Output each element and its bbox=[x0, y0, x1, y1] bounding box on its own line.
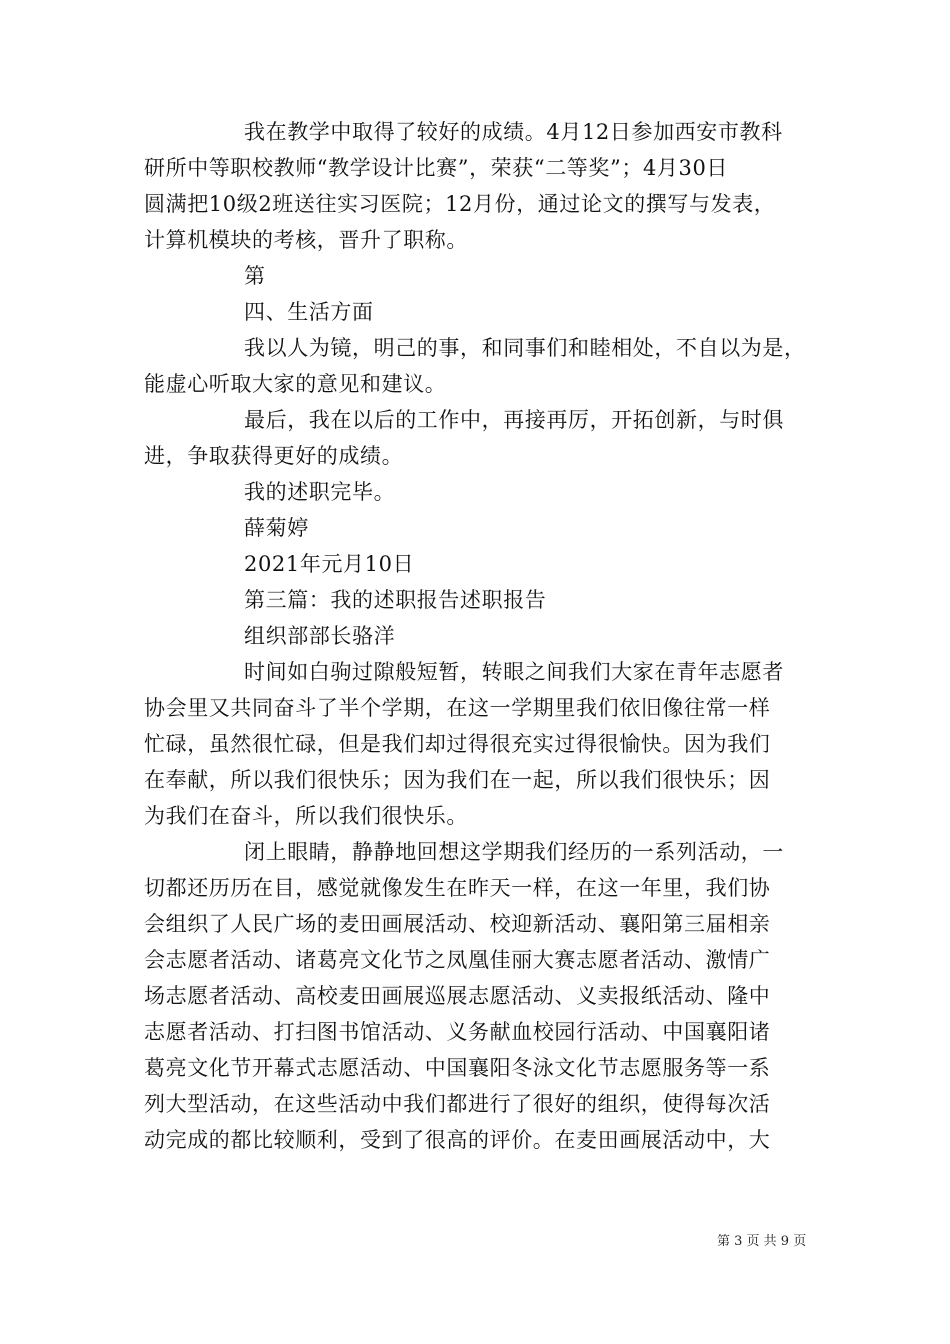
text-line: 闭上眼睛，静静地回想这学期我们经历的一系列活动，一 bbox=[244, 840, 784, 864]
page-number: 第 3 页 共 9 页 bbox=[717, 1234, 807, 1249]
text-line: 第三篇：我的述职报告述职报告 bbox=[244, 588, 547, 612]
text-line: 葛亮文化节开幕式志愿活动、中国襄阳冬泳文化节志愿服务等一系 bbox=[144, 1056, 771, 1080]
text-line: 我以人为镜，明己的事，和同事们和睦相处，不自以为是， bbox=[244, 336, 806, 360]
text-line: 我在教学中取得了较好的成绩。4月12日参加西安市教科 bbox=[244, 120, 783, 144]
text-line: 时间如白驹过隙般短暂，转眼之间我们大家在青年志愿者 bbox=[244, 660, 784, 684]
text-line: 志愿者活动、打扫图书馆活动、义务献血校园行活动、中国襄阳诸 bbox=[144, 1020, 771, 1044]
text-line: 圆满把10级2班送往实习医院；12月份，通过论文的撰写与发表， bbox=[144, 192, 776, 216]
text-line: 动完成的都比较顺利，受到了很高的评价。在麦田画展活动中，大 bbox=[144, 1128, 771, 1152]
text-line: 我的述职完毕。 bbox=[244, 480, 396, 504]
text-line: 四、生活方面 bbox=[244, 300, 374, 324]
body-text bbox=[144, 114, 816, 1158]
text-line: 为我们在奋斗，所以我们很快乐。 bbox=[144, 804, 468, 828]
text-line: 忙碌，虽然很忙碌，但是我们却过得很充实过得很愉快。因为我们 bbox=[144, 732, 771, 756]
text-line: 计算机模块的考核，晋升了职称。 bbox=[144, 228, 468, 252]
text-line: 在奉献，所以我们很快乐；因为我们在一起，所以我们很快乐；因 bbox=[144, 768, 771, 792]
text-line: 最后，我在以后的工作中，再接再厉，开拓创新，与时俱 bbox=[244, 408, 784, 432]
text-line: 进，争取获得更好的成绩。 bbox=[144, 444, 404, 468]
text-line: 研所中等职校教师“教学设计比赛”，荣获“二等奖”；4月30日 bbox=[144, 156, 729, 180]
text-line: 2021年元月10日 bbox=[244, 552, 415, 576]
text-line: 薛菊婷 bbox=[244, 516, 309, 540]
text-line: 切都还历历在目，感觉就像发生在昨天一样，在这一年里，我们协 bbox=[144, 876, 771, 900]
text-line: 列大型活动，在这些活动中我们都进行了很好的组织，使得每次活 bbox=[144, 1092, 771, 1116]
text-line: 协会里又共同奋斗了半个学期，在这一学期里我们依旧像往常一样 bbox=[144, 696, 771, 720]
text-line: 组织部部长骆洋 bbox=[244, 624, 396, 648]
text-line: 会志愿者活动、诸葛亮文化节之凤凰佳丽大赛志愿者活动、激情广 bbox=[144, 948, 771, 972]
text-line: 会组织了人民广场的麦田画展活动、校迎新活动、襄阳第三届相亲 bbox=[144, 912, 771, 936]
text-line: 第 bbox=[244, 264, 266, 288]
text-line: 场志愿者活动、高校麦田画展巡展志愿活动、义卖报纸活动、隆中 bbox=[144, 984, 771, 1008]
text-line: 能虚心听取大家的意见和建议。 bbox=[144, 372, 447, 396]
